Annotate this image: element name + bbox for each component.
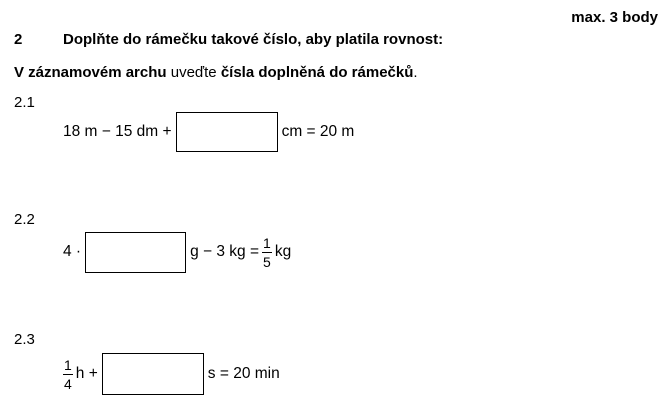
max-points: max. 3 body bbox=[571, 9, 658, 26]
task-label-2-3: 2.3 bbox=[14, 331, 35, 348]
instruction bbox=[14, 64, 418, 81]
task-2-1-right: cm = 20 m bbox=[281, 123, 355, 140]
task-label-2-1: 2.1 bbox=[14, 94, 35, 111]
answer-box-2-2[interactable] bbox=[85, 232, 186, 273]
task-label-2-2: 2.2 bbox=[14, 211, 35, 228]
task-2-2-right: g − 3 kg = bbox=[190, 243, 260, 260]
task-2-2-unit: kg bbox=[274, 243, 292, 260]
instruction-end: . bbox=[413, 64, 418, 81]
task-2-3-left: h + bbox=[75, 365, 98, 382]
answer-box-2-3[interactable] bbox=[102, 353, 204, 395]
fraction-denominator: 4 bbox=[64, 375, 72, 392]
fraction-one-fifth bbox=[262, 236, 272, 269]
task-2-3-right: s = 20 min bbox=[207, 365, 280, 382]
question-number: 2 bbox=[14, 31, 23, 48]
task-expression-2-2 bbox=[63, 231, 291, 273]
answer-box-2-1[interactable] bbox=[176, 112, 278, 152]
fraction-denominator: 5 bbox=[263, 253, 271, 270]
task-2-2-left: 4 · bbox=[63, 243, 82, 260]
task-expression-2-3 bbox=[60, 351, 280, 397]
task-expression-2-1 bbox=[63, 112, 354, 152]
instruction-bold-1: V záznamovém archu bbox=[14, 64, 167, 81]
instruction-plain: uveďte bbox=[166, 64, 221, 81]
fraction-numerator: 1 bbox=[64, 356, 72, 373]
task-2-1-left: 18 m − 15 dm + bbox=[63, 123, 172, 140]
fraction-numerator: 1 bbox=[263, 234, 271, 251]
instruction-bold-2: čísla doplněná do rámečků bbox=[220, 64, 414, 81]
fraction-one-quarter bbox=[63, 358, 73, 391]
question-text: Doplňte do rámečku takové číslo, aby platila rovnost: bbox=[63, 31, 444, 48]
